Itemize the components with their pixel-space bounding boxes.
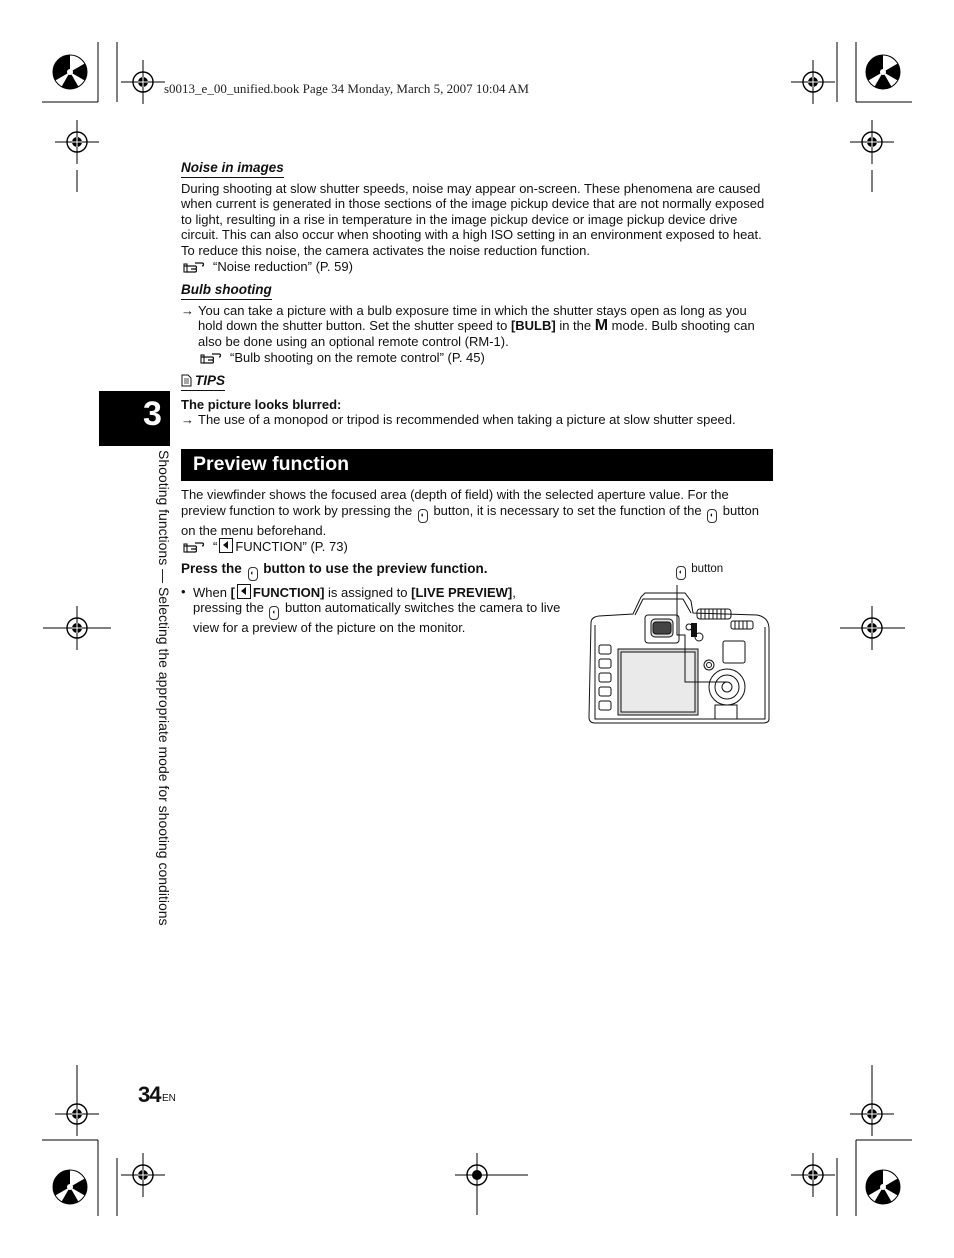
noise-reference [183,259,773,275]
camera-label-text: button [691,563,724,575]
bullet-function: FUNCTION] [252,584,325,600]
reference-hand-icon [183,260,205,273]
tips-heading [181,373,225,391]
arrow-glyph: → [181,412,194,428]
bulb-reference [200,350,773,366]
preview-button-icon: ◐ [676,566,686,580]
ref-function-text: FUNCTION” (P. 73) [235,539,348,555]
noise-heading: Noise in images [181,160,284,178]
noise-ref-text: “Noise reduction” (P. 59) [213,258,353,274]
bullet-when: When [193,584,231,600]
preview-button-icon: ◐ [418,509,428,523]
main-content [181,160,773,428]
bullet-rest: button automatically switches the camera to live view for a preview of the picture on the monitor. [193,600,561,636]
intro-part-3: button on the menu beforehand. [181,502,759,538]
intro-part-2: button, it is necessary to set the function of the [429,502,706,518]
camera-callout-label [674,563,723,580]
bullet-pressing: pressing the [193,600,268,616]
chapter-side-title: Shooting functions — Selecting the appropriate mode for shooting conditions [156,450,172,926]
function-reference [183,538,773,555]
function-ref-text [213,538,348,555]
section-title: Preview function [193,453,350,475]
step-part-1: Press the [181,560,246,576]
bulb-key: [BULB] [510,318,556,334]
tips-label: TIPS [195,373,226,389]
preview-button-icon: ◐ [707,509,717,523]
bulb-ref-text: “Bulb shooting on the remote control” (P. 45) [230,349,485,365]
bullet-assigned: is assigned to [324,584,412,600]
tips-question: The picture looks blurred: [181,396,342,412]
memo-icon [181,374,192,387]
chapter-number: 3 [143,395,162,433]
ref-open-quote: “ [213,539,218,555]
bullet-bracket: [ [230,584,235,600]
bulb-heading: Bulb shooting [181,282,272,300]
step-part-2: button to use the preview function. [259,560,488,576]
reference-hand-icon [183,540,205,553]
bulb-text-3: mode. Bulb shooting can also be done using an optional remote control (RM-1). [198,318,755,349]
chapter-tab [99,391,170,446]
bullet-text [193,584,566,636]
bulb-text-1: You can take a picture with a bulb exposure time in which the shutter stays open as long as you hold down the shutter button. Set the shutter speed to [198,302,747,334]
bullet-dot: • [181,583,186,599]
section-banner [181,449,773,481]
tips-answer-item [181,412,773,428]
preview-button-icon: ◐ [248,567,258,581]
camera-illustration [585,585,773,727]
bulb-text [198,303,773,350]
page-number: 34 [138,1082,161,1107]
noise-body: During shooting at slow shutter speeds, noise may appear on-screen. These phenomena are caused when current is generated in those sections of the image pickup device that are not normally exposed to light, resulting in a rise in temperature in the image pickup device or image pickup device drive circuit. This can also occur when shooting with a high ISO setting in an environment exposed to heat. To reduce this noise, the camera activates the noise reduction function. [181,180,765,258]
reference-hand-icon [200,351,222,364]
bulb-item [181,303,773,350]
function-button-icon [219,538,233,553]
bullet-item [181,584,566,636]
book-file-header: s0013_e_00_unified.book Page 34 Monday, March 5, 2007 10:04 AM [164,81,529,96]
bulb-text-2: in the [555,318,595,334]
mode-m-icon: M [594,317,609,335]
page-language: EN [162,1093,176,1104]
intro-part-1: The viewfinder shows the focused area (depth of field) with the selected aperture value. For the preview function to work by pressing the [181,487,729,518]
preview-button-icon: ◐ [269,606,279,620]
tips-answer: The use of a monopod or tripod is recommended when taking a picture at slow shutter speed. [198,412,736,428]
arrow-glyph: → [181,302,194,318]
preview-intro [181,487,773,538]
bullet-comma: , [512,584,516,600]
bullet-live-preview: [LIVE PREVIEW] [411,584,513,600]
function-button-icon [237,584,251,599]
